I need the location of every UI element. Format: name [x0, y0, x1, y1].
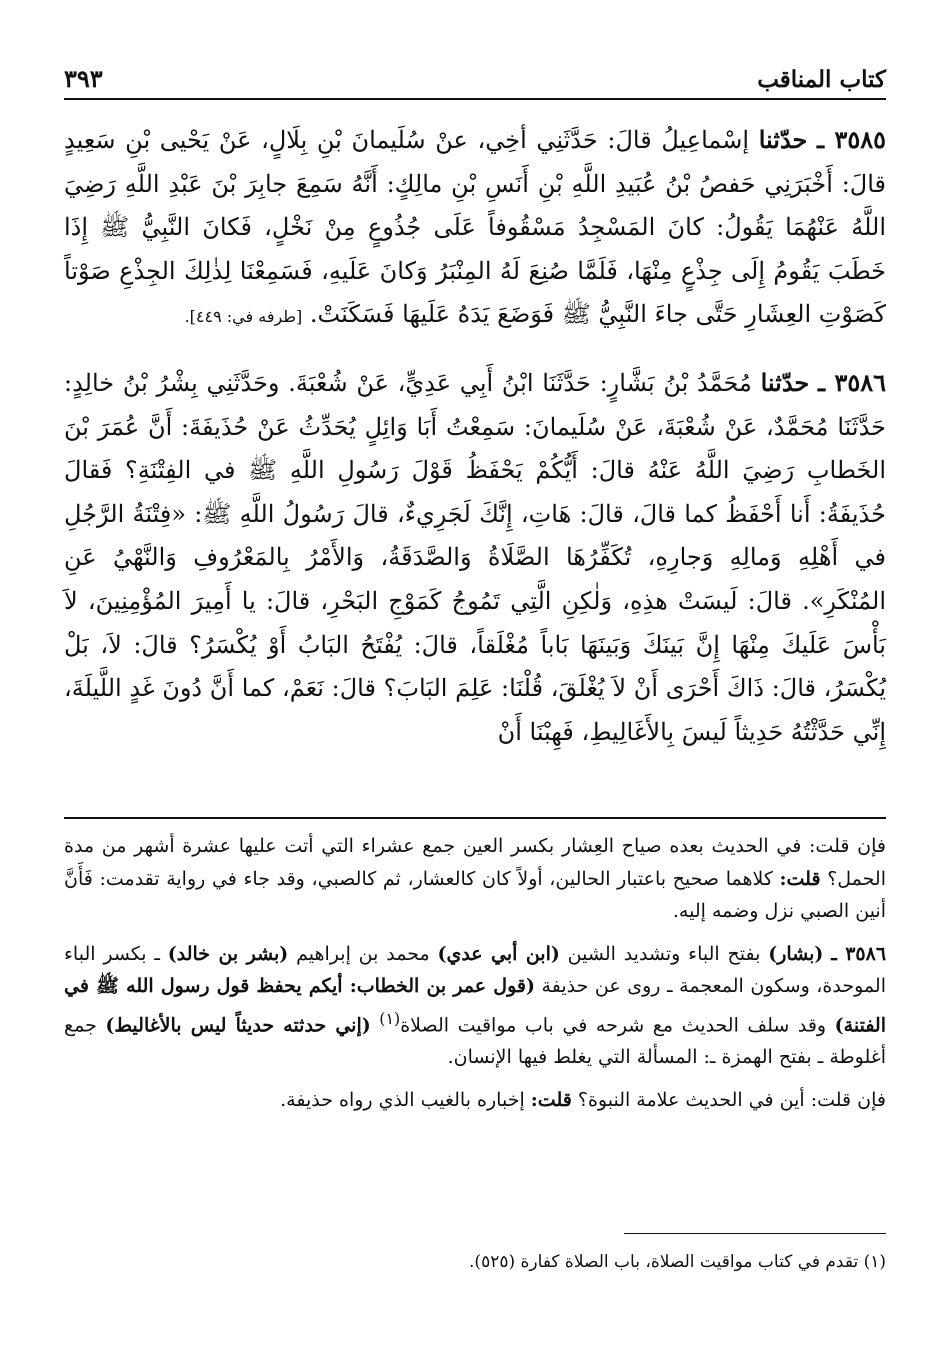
cross-reference: [طرفه في: ٤٤٩].	[184, 307, 303, 327]
answer-marker: قلت:	[779, 867, 821, 890]
commentary-answer: إخباره بالغيب الذي رواه حذيفة.	[280, 1088, 525, 1111]
commentary-number: ٣٥٨٦ ـ	[831, 942, 887, 965]
commentary-explanation: محمد بن إبراهيم	[296, 942, 430, 965]
footnote-marker: (١)	[379, 1008, 401, 1028]
answer-marker: قلت:	[530, 1088, 572, 1111]
hadith-number: ٣٥٨٥ ـ	[817, 125, 886, 154]
hadith-intro: حدّثنا	[760, 367, 810, 397]
commentary-explanation: ـ بكسر الباء الموحدة، وسكون المعجمة ـ روى عن حذيفة	[64, 942, 886, 997]
commentary-term: (ابن أبي عدي)	[437, 942, 560, 965]
commentary-question: فإن قلت: في الحديث بعده صياح العِشار بكسر العين جمع عشراء التي أتت عليها عشرة أشهر من مدة الحمل؟	[64, 835, 886, 890]
footnote	[64, 1248, 886, 1276]
commentary-explanation: جمع أغلوطة ـ بفتح الهمزة ـ: المسألة التي يغلط فيها الإنسان.	[64, 1013, 886, 1069]
commentary-paragraph	[64, 938, 886, 1074]
footnote-mark: (١)	[863, 1252, 886, 1272]
commentary-paragraph	[64, 1084, 886, 1117]
commentary-term: (بشر بن خالد)	[167, 942, 289, 965]
commentary-term: (إني حدثته حديثاً ليس بالأغاليط)	[105, 1013, 371, 1036]
footnote-text: تقدم في كتاب مواقيت الصلاة، باب الصلاة كفارة (٥٢٥).	[469, 1252, 859, 1272]
commentary-term: (قول عمر بن الخطاب: أيكم يحفظ قول رسول الله ﷺ في الفتنة)	[64, 975, 886, 1036]
commentary-term: (بشار)	[768, 942, 824, 965]
page-number: ٣٩٣	[64, 64, 103, 93]
hadith-number: ٣٥٨٦ ـ	[817, 367, 886, 397]
commentary-explanation: وقد سلف الحديث مع شرحه في باب مواقيت الصلاة	[400, 1013, 827, 1036]
text-commentary-divider	[64, 817, 886, 819]
hadith-3585	[64, 118, 886, 339]
commentary-answer: كلاهما صحيح باعتبار الحالين، أولاً كان كالعشار، ثم كالصبي، وقد جاء في رواية تقدمت: فَأَنَّ أنين الصبي نزل وضمه إليه.	[64, 867, 886, 922]
hadith-text-block	[64, 118, 886, 754]
hadith-intro: حدّثنا	[758, 125, 808, 154]
hadith-body: مُحَمَّدُ بْنُ بَشَّارٍ: حَدَّثَنَا ابْنُ أَبِي عَدِيٍّ، عَنْ شُعْبَةَ. وحَدَّثَنِي بِشْرُ بْنُ خالِدٍ: حَدَّثَنَا مُحَمَّدٌ، عَنْ شُعْبَةَ، عَنْ سُلَيمانَ: سَمِعْتُ أَبَا وَائِلٍ يُحَدِّثُ عَنْ حُذَيفَةَ: أَنَّ عُمَرَ بْنَ الخَطابِ رَضِيَ اللَّهُ عَنْهُ قالَ: أَيُّكُمْ يَحْفَظُ قَوْلَ رَسُولِ اللَّهِ ﷺ في الفِتْنَةِ؟ فَقالَ حُذَيفَةُ: أَنا أَحْفَظُ كما قالَ، قالَ: هَاتِ، إِنَّكَ لَجَرِيءٌ، قالَ رَسُولُ اللَّهِ ﷺ: «فِتْنَةُ الرَّجُلِ في أَهْلِهِ وَمالِهِ وَجارِهِ، تُكَفِّرُهَا الصَّلَاةُ وَالصَّدَقَةُ، وَالأَمْرُ بِالمَعْرُوفِ وَالنَّهْيُ عَنِ المُنْكَرِ». قالَ: لَيسَتْ هذِهِ، وَلٰكِنِ الَّتِي تَمُوجُ كَمَوْجِ البَحْرِ، قالَ: يا أَمِيرَ المُؤْمِنِينَ، لاَ بَأْسَ عَلَيكَ مِنْهَا إِنَّ بَينَكَ وَبَينَهَا بَاباً مُغْلَقاً، قالَ: يُفْتَحُ البَابُ أَوْ يُكْسَرُ؟ قالَ: لاَ، بَلْ يُكْسَرُ، قالَ: ذَاكَ أَحْرَى أَنْ لاَ يُغْلَقَ، قُلْنَا: عَلِمَ البَابَ؟ قالَ: نَعَمْ، كما أَنَّ دُونَ غَدٍ اللَّيلَةَ، إِنِّي حَدَّثْتُهُ حَدِيثاً لَيسَ بِالأَغَالِيطِ، فَهِبْنَا أَنْ	[64, 368, 886, 746]
commentary-explanation: بفتح الباء وتشديد الشين	[567, 942, 761, 965]
hadith-body: إسْماعِيلُ قالَ: حَدَّثَنِي أخِي، عنْ سُلَيمانَ بْنِ بِلَالٍ، عَنْ يَحْيى بْنِ سَعِيدٍ قالَ: أَخْبَرَنِي حَفصُ بْنُ عُبَيدِ اللَّهِ بْنِ أَنَسِ بْنِ مالِكٍ: أَنَّهُ سَمِعَ جابِرَ بْنَ عَبْدِ اللَّهِ رَضِيَ اللَّهُ عَنْهُمَا يَقُولُ: كانَ المَسْجِدُ مَسْقُوفاً عَلَى جُذُوعٍ مِنْ نَخْلٍ، فَكانَ النَّبِيُّ ﷺ إِذَا خَطَبَ يَقُومُ إِلَى جِذْعٍ مِنْهَا، فَلَمَّا صُنِعَ لَهُ المِنْبَرُ وَكانَ عَلَيهِ، فَسَمِعْنَا لِذٰلِكَ الجِذْعِ صَوْتاً كَصَوْتِ العِشَارِ حَتَّى جاءَ النَّبِيُّ ﷺ فَوَضَعَ يَدَهُ عَلَيهَا فَسَكَنَتْ.	[64, 126, 887, 329]
hadith-3586	[64, 361, 886, 754]
footnote-divider	[624, 1233, 886, 1234]
page-header	[64, 62, 886, 100]
commentary-block	[64, 830, 886, 1116]
book-title: كتاب المناقب	[757, 66, 886, 93]
commentary-question: فإن قلت: أين في الحديث علامة النبوة؟	[577, 1088, 886, 1111]
commentary-paragraph	[64, 830, 886, 928]
